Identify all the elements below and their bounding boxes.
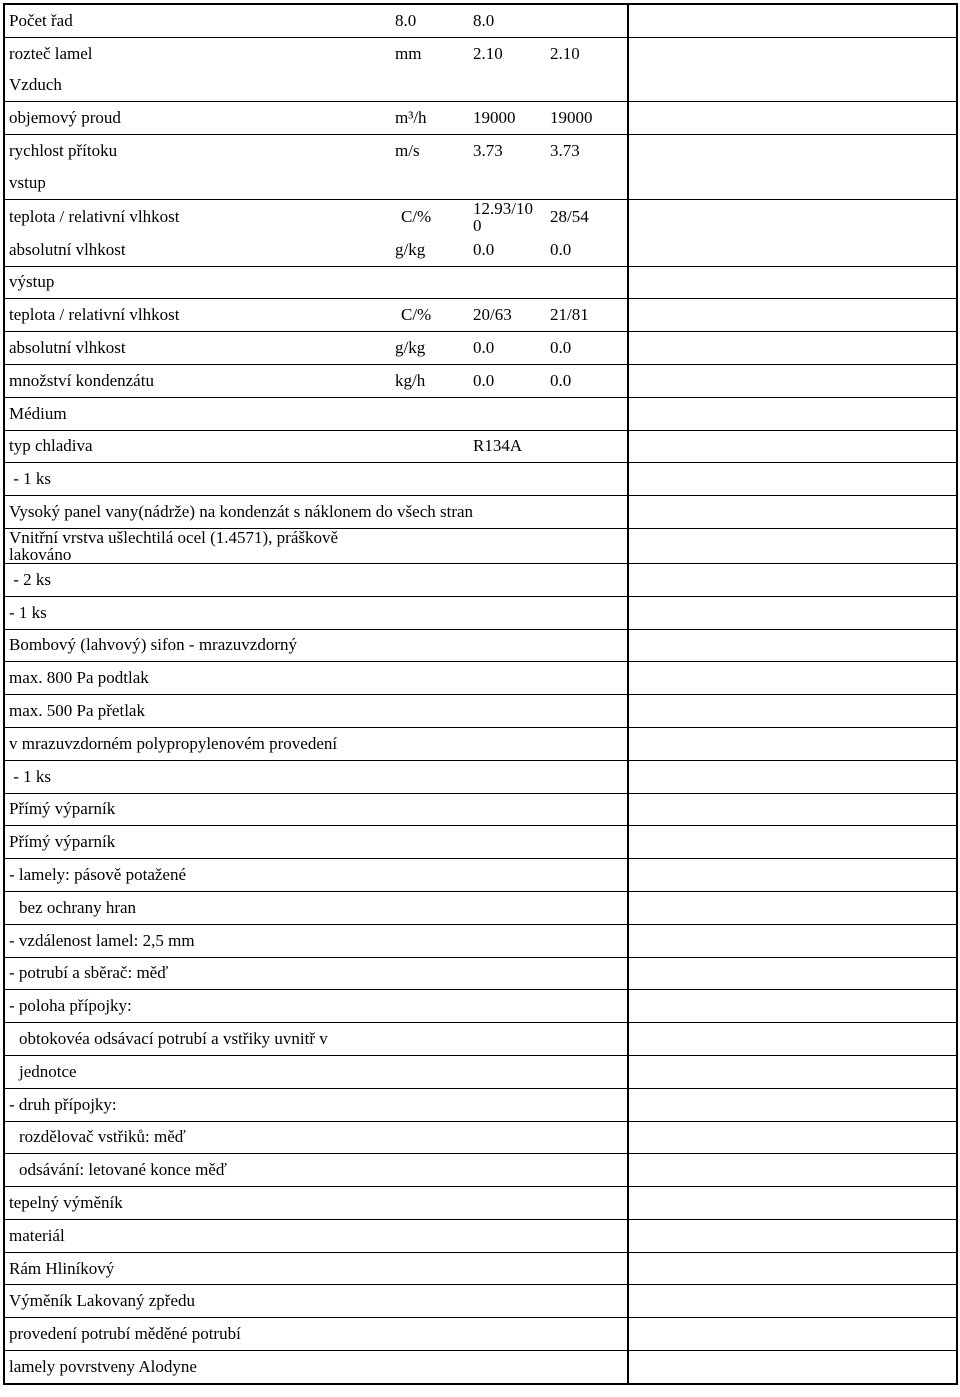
row-label: absolutní vlhkost [4, 234, 395, 266]
text-line-1: Vnitřní vrstva ušlechtilá ocel (1.4571), práškově [9, 527, 339, 547]
row-value-2: 21/81 [550, 305, 589, 325]
row-label: rozteč lamel [4, 37, 395, 69]
row-value-2: 0.0 [550, 370, 572, 390]
row-text: - druh přípojky: [4, 1088, 628, 1121]
row-unit: kg/h [395, 370, 426, 390]
row-absolutni-vlhkost-vystup [4, 332, 957, 365]
value-line-2: 0 [473, 215, 482, 235]
row-text: Přímý výparník [4, 793, 628, 826]
row-text: Výměník Lakovaný zpředu [4, 1285, 628, 1318]
row-text: max. 800 Pa podtlak [4, 662, 628, 695]
text-row [4, 1154, 957, 1187]
empty-cell [628, 629, 957, 662]
empty-cell [628, 266, 957, 299]
row-value-2: 0.0 [550, 239, 572, 259]
row-value-1 [473, 266, 550, 299]
row-text: provedení potrubí měděné potrubí [4, 1318, 628, 1351]
text-row [4, 859, 957, 892]
text-row [4, 957, 957, 990]
row-text: - 2 ks [4, 563, 628, 596]
empty-cell [628, 563, 957, 596]
row-value-2: 2.10 [550, 43, 580, 63]
row-rychlost-pritoku [4, 135, 957, 167]
text-row [4, 793, 957, 826]
empty-cell [628, 990, 957, 1023]
text-line-2: lakováno [9, 544, 72, 564]
empty-cell [628, 1219, 957, 1252]
text-row [4, 924, 957, 957]
empty-cell [628, 1055, 957, 1088]
row-text: - vzdálenost lamel: 2,5 mm [4, 924, 628, 957]
row-value-2 [550, 70, 628, 102]
row-unit: g/kg [395, 239, 426, 259]
indented-text: rozdělovač vstřiků: měď [19, 1127, 186, 1147]
row-value-2 [550, 430, 628, 463]
row-label: typ chladiva [4, 430, 395, 463]
row-mnozstvi-kondenzatu [4, 364, 957, 397]
empty-cell [628, 1088, 957, 1121]
row-value-1: 0.0 [473, 338, 495, 358]
row-text: lamely povrstveny Alodyne [4, 1351, 628, 1384]
row-value-2: 19000 [550, 108, 593, 128]
empty-cell [628, 826, 957, 859]
row-text: - potrubí a sběrač: měď [4, 957, 628, 990]
row-value-1: 3.73 [473, 141, 503, 161]
row-unit: g/kg [395, 338, 426, 358]
row-value-2 [550, 4, 628, 37]
empty-cell [628, 727, 957, 760]
section-heading: vstup [4, 167, 395, 199]
row-unit [395, 167, 473, 199]
row-text: Rám Hliníkový [4, 1252, 628, 1285]
row-vystup [4, 266, 957, 299]
row-label: množství kondenzátu [4, 364, 395, 397]
row-text [4, 891, 628, 924]
empty-cell [628, 397, 957, 430]
row-teplota-vystup [4, 299, 957, 332]
row-unit: C/% [401, 305, 432, 325]
empty-cell [628, 760, 957, 793]
text-row [4, 760, 957, 793]
empty-cell [628, 596, 957, 629]
text-row [4, 662, 957, 695]
row-value-1: 8.0 [473, 10, 495, 30]
row-label: teplota / relativní vlhkost [4, 199, 395, 234]
text-row [4, 1351, 957, 1384]
row-text [4, 1023, 628, 1056]
text-row [4, 891, 957, 924]
row-medium [4, 397, 957, 430]
text-row [4, 1285, 957, 1318]
empty-cell [628, 1351, 957, 1384]
row-value-1: R134A [473, 436, 523, 456]
row-text [4, 528, 628, 563]
row-text: Přímý výparník [4, 826, 628, 859]
indented-text: obtokovéa odsávací potrubí a vstřiky uvnitř v [19, 1029, 328, 1048]
row-value-2 [550, 266, 628, 299]
row-text: - lamely: pásově potažené [4, 859, 628, 892]
row-value-1: 2.10 [473, 43, 503, 63]
row-value-2 [550, 397, 628, 430]
row-text: tepelný výměník [4, 1187, 628, 1220]
empty-cell [628, 135, 957, 167]
section-heading: Médium [4, 397, 395, 430]
row-value-1: 20/63 [473, 305, 512, 325]
text-row [4, 563, 957, 596]
empty-cell [628, 924, 957, 957]
row-text: - 1 ks [4, 463, 628, 496]
empty-cell [628, 430, 957, 463]
empty-cell [628, 1023, 957, 1056]
empty-cell [628, 859, 957, 892]
row-unit: 8.0 [395, 10, 417, 30]
row-label: rychlost přítoku [4, 135, 395, 167]
row-value-2 [550, 167, 628, 199]
row-text: max. 500 Pa přetlak [4, 695, 628, 728]
row-vzduch [4, 70, 957, 102]
text-row [4, 826, 957, 859]
text-row [4, 528, 957, 563]
empty-cell [628, 793, 957, 826]
row-value-2: 28/54 [550, 206, 589, 226]
empty-cell [628, 199, 957, 234]
value-line-1: 12.93/10 [473, 198, 533, 218]
text-row [4, 629, 957, 662]
row-label: absolutní vlhkost [4, 332, 395, 365]
row-pocet-rad [4, 4, 957, 37]
text-row [4, 1023, 957, 1056]
row-unit: C/% [401, 206, 432, 226]
row-absolutni-vlhkost-vstup [4, 234, 957, 266]
row-label: objemový proud [4, 102, 395, 135]
text-row [4, 463, 957, 496]
row-text: Bombový (lahvový) sifon - mrazuvzdorný [4, 629, 628, 662]
text-row [4, 596, 957, 629]
text-row [4, 1219, 957, 1252]
text-row [4, 1121, 957, 1154]
empty-cell [628, 1121, 957, 1154]
row-value-1: 0.0 [473, 370, 495, 390]
spec-table [3, 3, 958, 1385]
row-unit [395, 70, 473, 102]
section-heading: výstup [4, 266, 395, 299]
empty-cell [628, 37, 957, 69]
row-text [4, 1055, 628, 1088]
empty-cell [628, 891, 957, 924]
section-heading: Vzduch [4, 70, 395, 102]
row-label: teplota / relativní vlhkost [4, 299, 395, 332]
empty-cell [628, 167, 957, 199]
text-row [4, 1088, 957, 1121]
empty-cell [628, 70, 957, 102]
row-text: - poloha přípojky: [4, 990, 628, 1023]
row-value-1 [473, 397, 550, 430]
text-row [4, 1187, 957, 1220]
row-teplota-vstup [4, 199, 957, 234]
empty-cell [628, 695, 957, 728]
row-text: - 1 ks [4, 760, 628, 793]
empty-cell [628, 496, 957, 529]
text-row [4, 1055, 957, 1088]
row-text: v mrazuvzdorném polypropylenovém provedení [4, 727, 628, 760]
empty-cell [628, 1318, 957, 1351]
row-unit: mm [395, 43, 422, 63]
text-row [4, 1252, 957, 1285]
row-value-2: 0.0 [550, 338, 572, 358]
row-value-1 [473, 199, 550, 234]
empty-cell [628, 102, 957, 135]
empty-cell [628, 463, 957, 496]
row-value-1: 0.0 [473, 239, 495, 259]
empty-cell [628, 1187, 957, 1220]
row-value-1: 19000 [473, 108, 516, 128]
row-value-1 [473, 70, 550, 102]
empty-cell [628, 364, 957, 397]
empty-cell [628, 234, 957, 266]
row-label: Počet řad [4, 4, 395, 37]
row-text: Vysoký panel vany(nádrže) na kondenzát s náklonem do všech stran [4, 496, 628, 529]
empty-cell [628, 332, 957, 365]
indented-text: bez ochrany hran [19, 897, 137, 917]
text-row [4, 1318, 957, 1351]
empty-cell [628, 1252, 957, 1285]
empty-cell [628, 662, 957, 695]
row-text [4, 1154, 628, 1187]
row-unit: m/s [395, 141, 420, 161]
row-value-1 [473, 167, 550, 199]
empty-cell [628, 528, 957, 563]
row-vstup [4, 167, 957, 199]
empty-cell [628, 4, 957, 37]
row-unit: m³/h [395, 108, 427, 128]
indented-text: jednotce [19, 1061, 77, 1081]
indented-text: odsávání: letované konce měď [19, 1160, 227, 1180]
text-row [4, 496, 957, 529]
empty-cell [628, 1154, 957, 1187]
row-objemovy-proud [4, 102, 957, 135]
empty-cell [628, 1285, 957, 1318]
text-row [4, 695, 957, 728]
row-value-2: 3.73 [550, 141, 580, 161]
empty-cell [628, 299, 957, 332]
row-text [4, 1121, 628, 1154]
text-row [4, 990, 957, 1023]
empty-cell [628, 957, 957, 990]
row-text: materiál [4, 1219, 628, 1252]
row-roztec-lamel [4, 37, 957, 69]
row-unit [395, 397, 473, 430]
row-unit [395, 266, 473, 299]
row-typ-chladiva [4, 430, 957, 463]
row-text: - 1 ks [4, 596, 628, 629]
row-unit [395, 430, 473, 463]
text-row [4, 727, 957, 760]
